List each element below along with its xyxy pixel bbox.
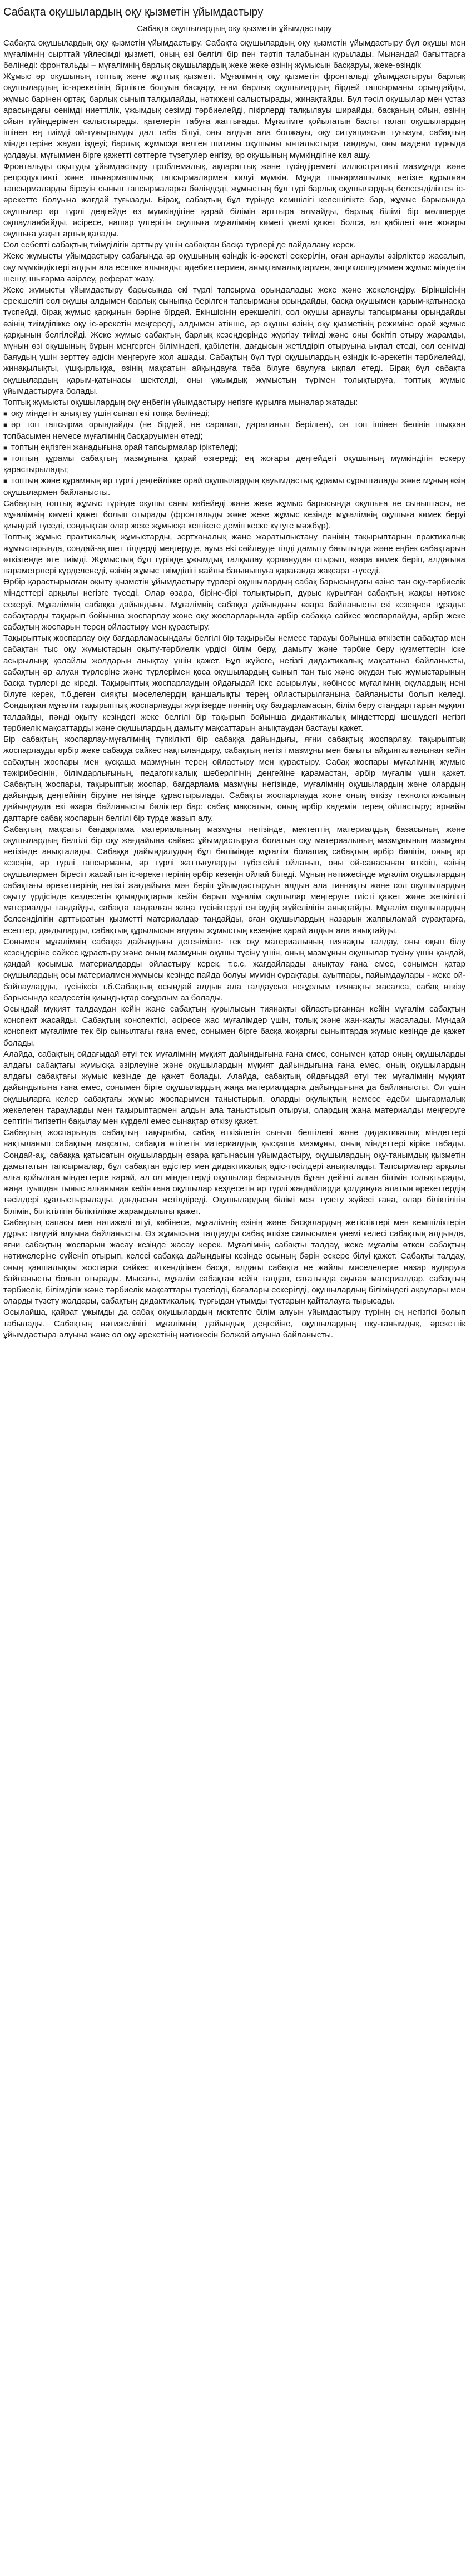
paragraph: Сабақта оқушылардың оқу қызметін ұйымдастыру. Сабақта оқушылардың оқу қызметін ұйымдастыру бұл оқушы мен мұғалімнің сырттай үйлесімді қызметі, оның өзі белгілі бір пен тәртіп талабынан құрылады. Мынандай бағыттарға бөлінеді: фронтальды – мұғалімнің барлық оқушылардың жеке жеке өзінің жұмысын басқаруы, жеке-өзіндік bbox=[3, 38, 465, 70]
paragraph: Сонымен мұғалімнің сабаққа дайындығы дегенімізге- тек оқу материалының тиянақты талдау, оны оқып білу кезеңдеріне сайкес құрастыру және оның мазмұнын оқушы түсіну үшін, оның мазмұнын оқушылар түсіну үшін қандай, қандай қосымша материалдарды ойластыру керек, т.с.с. жағдайларды анықтау ғана емес, сонымен қатар оқушылардың осы материалмен жұмысы кезінде пайда болуы мүмкін сұрақтары, ауытпары, пайымдаулары - жеке ой-байлауларды, түсініксіз т.б.Сабақтың осындай алдын ала талдаусыз неғұрлым тиянақты жасалса, сабақ өткізу барысында кездесетін қиындықтар соғұрлым аз болады. bbox=[3, 937, 465, 1003]
paragraph: Осылайша, қайрат ұжымды да сабақ оқушылардың мектепте білім алуын ұйымдастыру түрінің ең негізгісі болып табылады. Сабақтың нәтижелілігі мұғалімнің дайындық деңгейіне, оқушылардың оқу-танымдық, әрекеттік ұйымдастыра алуына және ол оқу әрекетінің нәтижесін болжай алуына байланысты. bbox=[3, 1307, 465, 1340]
list-item: ■ әр топ тапсырма орындайды (не бірдей, не саралап, дараланып берілген), он топ ішінен белінін шықхан топбасымен немесе мұғалімнің басқаруымен өтеді; bbox=[3, 419, 465, 442]
paragraph: Әрбір қарастырылған оқыту қызметін ұйымдастыру түрлері оқушылардың сабақ барысындағы өзіне тән оқу-тәрбиелік міндеттері арқылы негізге түседі. Олар өзара, біріне-бірі толықтырып, дұрыс құрылған сабақтың жақсы нәтиже ескеруі. Мұғалімнің сабаққа дайындығы. Мұғалімнің сабаққа дайындығы өзара байланысты екі кезеңнен тұрады: сабақтарды тақырып бойынша жоспарлау жоне оқу жоспарларында әрбір сабаққа сайкес жоспарлайды, әрбір жеке сабақтың жоспарын терең ойластыру мен құрастыру. bbox=[3, 577, 465, 632]
list-item: ■ топтың және құрамның әр түрлі деңгейлікке орай оқушылардың қауымдастық құрамы сұрыпталады және мұның өзің оқушылармен байланысты. bbox=[3, 475, 465, 498]
paragraphs-block-2 bbox=[3, 498, 465, 1341]
paragraph: Сабақтың жоспарында сабақтың тақырыбы, сабақ өткізілетін сынып белгілені және дидактикалық міндеттері нақтыланып сабақтың мақсаты, сабақта өтілетін материалдың қысқаша мазмұны, оның міндеттері кірікe табады. Сондай-ақ, сабаққа қатысатын оқушылардың өзара қатынасын ұйымдастыру, оқушылардың оқу-танымдық қызметін дамытатын тапсырмалар, бұл сабақтан әдістер мен дидактикалық әдіс-тәсілдері анықталады. Тапсырмалар арқылы алға қойылған міндеттерге карай, ал ол міндеттерді оқушылар барысында бұған дейінгі алған білімін толықтырады, жаңа туыпдан тыныс алғанынан кейін ғана оқушылар кездесетін әр түрлі жағдайларда қолдануға алатын әрекеттердің тәсілдері құалыстырылады, дағдысын жетілдіреді. Оқушылардың білімі мен түзету жүйесі ғана, олар біліктілігін білімін, біліктілігін біліктілікке жарамдылығы қажет. bbox=[3, 1128, 465, 1216]
document-title: Сабақта оқушылардың оқу қызметін ұйымдастыру bbox=[3, 6, 264, 18]
bullet-list bbox=[3, 408, 465, 498]
list-item: ■ топтың құрамы сабақтың мазмұнына қарай өзгереді; ең жоғары деңгейдегі оқушының мүмкіндігін ескеру қарастырылады; bbox=[3, 453, 465, 475]
paragraph: Фронтальды оқытуды ұйымдастыру проблемалық, ақпараттық және түсіндіремелі иллюстративті мазмұнда және репродуктивті және шығармашылық тапсырмалармен көлуі мүмкін. Мұнда шығармашылық негізге құрылған тапсырмаларды біреуін сынып тапсырмаларға бөліндеді, жұмыстың бұл түрі барлық оқушылардың белсенділіктен іс-әрекетте болуына жағдай туғызады. Бірақ, сабақтың бұл түрінде кемшілігі келешілікте бар, жұмыс барысында оқушылар әр түрлі деңгейде өз мүмкіндігіне қарай білімін арттыра алмайды, барлық білімі бір мөлшерде оқшауланбайды, әсіресе, нашар үлгерітін оқушыға мұғалімнің көмегі үнемі қажет болса, ал қабілеті өте жоғары оқушыға уақыт артық қалады. bbox=[3, 161, 465, 239]
paragraph: Осындай мұқият талдаудан кейін жане сабақтың құрылысын тиянақты ойластырғаннан кейін мұғалім сабақтың конспект жасайды. Сабақтың конспектісі, әсіресе жас мұғалімдер үшін, толық және жан-жақты жасалады. Мұндай конспект мұғалімге тек бір сынылтағы ғана емес, сонымен бірге басқа жоқарғы сыныптарда жұмыс кезінде де қажет болады. bbox=[3, 1004, 465, 1048]
paragraph: Жеке жұмысты ұйымдастыру сабағында әр оқушының өзіндік іс-әрекеті ескерілін, оған арнаулы әзірліктер жасалып, оқу мүмкіндіктері алдын ала есепке алынады: әдебиеттермен, анықтамалықтармен, энциклопедиямен жұмыс міндетін шешу, шығарма әзірлеу, реферат жазу. bbox=[3, 251, 465, 284]
paragraph: Сабақтың топтық жұмыс түрінде оқушы саны көбейеді және жеке жұмыс барысында оқушыға не сыныптасы, не мұғалімнің көмегі қажет болып отырады (фронтальды және жеке жұмыс кезінде мұғалімнің оқушыға көмек беруі қиындай түседі, сондықтан олар жеке жұмысқа кешікеге деміп кеске күтуге мәжбүр). bbox=[3, 498, 465, 531]
list-item: ■ оқу міндетін анықтау үшін сынап екі топқа бөлінеді; bbox=[3, 408, 465, 419]
paragraph: Бір сабақтың жоспарлау-мұғалімнің түпкілікті бір сабаққа дайындығы, яғни сабақтық жоспарлау, тақырыптық жоспарлауды әрбір жеке сабаққа сайкес нақтыландыру, сабақтың негізгі мазмұны мен бағыты айқынталғанынан кейін сабақтың жоспары мен құсқаша мазмұнын терең ойластыру мен құрастыру. Сабақ жоспары мұғалімнің жұмыс тәжірибесінін, білімдарлығының, педагогикалық шеберлігінің деңгейіне қарамастан, әрбір мұғалім үшін қажет. Сабақтың жоспары, тақырыптық жоспар, бағдарлама мазмұны негізінде, мұғалімнің оқушылардың және олардың дайындық деңгейінің біруіне негізінде құрастырылады. Сабақты жоспарлауда жоне оның өткізу технологиясының дайындауда екі өзара байланысты бөліктер бар: сабақ мақсатын, оның әрбір кадемін терең ойластыру; арнайы даптарғе сабақ жоспарын белгілі бір түрде жазып алу. bbox=[3, 735, 465, 823]
paragraph: Алайда, сабақтың ойдағыдай өтуі тек мұғалімнің мұқият дайындығына ғана емес, сонымен қатар оның оқушыларды алдағы сабақтағы жұмысқа әзірлеуіне және оқушылардың мұқият дайындығына ғана емес, оның оқушылардың алдағы сабақтағы жұмыс кезінде де қажет болады. Алайда, сабақтың ойдағыдай өтуі тек мұғалімнің мұқият дайындығына ғана емес, сонымен бірге оқушылардың жаңа материалдарға дайындығына да байланысты. Ол үшін оқушыларға келер сабақтағы жұмыс жоспарымен таныстырып, оларды оқулықтың немесе әдеби шығармалық жекелеген тарауларды мен тақырыптармен алдын ала таныстырып отыруы, олардың жаңа материалды меңгеруге септігін тигізетін бақылау мен күрделі емес сынақтар өткізу қажет. bbox=[3, 1049, 465, 1126]
paragraph: Топтық жұмыс практикалық жұмыстарды, зертханалық және жаратылыстану пәнінің тақырыптарын практикалық жұмыстарында, сондай-ақ шет тілдерді меңгеруде, ауыз еki сөйлеуде тілді дамыту бағытында және еңбек сабақтарын өткізгенде өте тиімді. Жұмыстың бұл түрінде ұжымдық талқылау қорланудан отырып, өзара көмек беріп, алдағына параметрлері күрделенеді, өзінің жұмыс тиімділігі жайлы бағынышуға қарағанда жақсара -түседі. bbox=[3, 532, 465, 576]
paragraph: Сол себепті сабақтың тиімділігін арттыру үшін сабақтан басқа түрлері де пайдалану керек. bbox=[3, 240, 356, 250]
document-body bbox=[3, 38, 465, 1341]
paragraphs-block-1 bbox=[3, 38, 465, 409]
list-item: ■ топтың еңгізген жанадығына орай тапсырмалар іріктеледі; bbox=[3, 442, 465, 453]
paragraph: Тақырыптық жоспарлау оқу бағдарламасындағы белгілі бір тақырыбы немесе тарауы бойынша өткізетін сабақтар мен сабақтан тыс оқу жұмыстарын оқыту-тәрбиелік үрдісі білім беру, дамыту және тәрбие беру құзметтерін іске асырылыңқ қолайлы жолдарын анықтау үшін қажет. Бұл жүйеге, негізгі дидактикалық мақсатына байланысты, сабақтың әр алуан түрлеріне және түрлерімен қоса оқушылардың сынып тан тыс және оқудан тыс жұмыстарының басқа түрлері де кіреді. Тақырыптық жоспарлаудың ойдағыдай іске асырылуы, көбінесе мұғалімнің оқулардың нені білуге керек, т.б.деген сияқты мәселелердің қаншалықты терең ойластырылғанына байланысты болып келеді. Сондықтан мұғалім тақырыптық жоспарлауды жүргізерде пәннің оқу бағдарламасын, білім беру стандарттарын мұқият талдайды, пәнді оқыту кезіндегі жеке белгілі бір тақырып бойынша дидактикалық міндеттерді шешудегі негізгі тәрбиелік мақсаттарды және оқушылардың дамыту мақсаттарын анықтаудан бастауы қажет. bbox=[3, 633, 465, 733]
document-subtitle: Сабақта оқушылардың оқу қызметін ұйымдастыру bbox=[137, 24, 332, 33]
paragraph: Жеке жұмысты ұйымдастыру барысында екі түрлі тапсырма орындалады: жеке және жекелендіру. Біріншісінің ерекшелігі сол оқушы алдымен барлық сыныпқа берілген тапсырманы орындайды, басқа оқушымен қарым-қатынасқа түспейді, бірақ жұмыс қарқынын бәріне бірдей. Екіншісінің ерекшелігі, сол оқушы арнаулы тапсырманы орындайды өзінің тиімділікке оқу іс-әрекетін меңгереді, алдымен әтінше, әр оқушы өзінің оқу қызметінің режиміне орай жұмыс қарқынын белгілейді. Жеке жұмыс сабақтың барлық кезеңдерінде жүргізу тиімді және оны бекітіп отыру жарамды, мұның өзі оқушының бұрын меңгерген біліміндегі, қабілетін, дағдысын жетілдіріп отыруына ықпал етеді, сол сенімді баяудың үшін зерттеу әдісін меңгеруге жол ашады. Сабақтың бұл түрі оқушылардың өзіндік іс-әрекетін тәрбиелейді, жинақылықты, ұшқырлыққа, өзінің мақсатын айқындауға таба білуге баулуға ықпал етеді. Бірақ бұл сабақта оқушылардың қарым-қатынасы шектелді, оны ұжымдық жұмыстың түрімен толықтыруға, топтық жұмыс ұйымдастыруға болады. bbox=[3, 285, 465, 396]
paragraph: Сабақтың мақсаты бағдарлама материалының мазмұны негізінде, мектептің материалдық базасының және оқушылардың белгілі бір оқу жағдайына сайкес ұйымдастыруға болатын оқу материалының мазмұнының мазмұны негізінде анықталады. Сабаққа дайындалудың бұл бөлімінде мұғалім болашақ сабақтың әрбір бөлігін, оның әр кезеңін, әр түрлі тапсырманы, әр түрлі жаттығуларды түбегейлі ойланып, оны ой-санасынан өткізіп, өзінің оқушылармен біресіп жасайтын іс-әрекеттерінің әрбір кезеңін ойлай біледі. Мұның нәтижесінде мұғалім оқушылардың сабақтағы әрекеттерінің негізгі жағдайына мән беріп ұйымдастыруын алдын ала тиянақты және сол оқушылардың оқыту үрдісінде кездесетін қиындықтарын кейін барып мұғалім оқушылар меңгеруге тиісті қажет және жеткілікті материалды тандайды, сабақта тандалған жаңа түсініктерді енгізудің жүйелілігін анықтайды. Мұғалім оқушылардың белсенділігін арттыратын қызметті материалдар тандайды, оған оқушылардың назарын жаппыламай сұрақтарға, есептер, дағдыларды, сабақтың құрылысын алдағы жұмыстың кезеңіне қарай алдын ала анықтайды. bbox=[3, 824, 465, 935]
paragraph: Жұмыс әр оқушының топтық және жұптық қызметі. Мұғалімнің оқу қызметін фронтальді ұйымдастыруы барлық оқушылардың іс-әрекетінің бірлікте болуын басқару, яғни барлық оқушылардың бірдей тапсырманы орындайды, жұмыс барінен ортақ, барлық сынып талқылайды, нәтижені салыстырады, жинақтайды. Бұл тәсіл оқушылар мен ұстаз арасындағы сенімді ниеттілік, ұжымдық сезімді тәрбиелейді, пікірлерді талқылауы ширайды, басқаның ойын, өзінің ойын түйіндерімен салыстырады, қателерін табуға жаттығады. Мұғалімге қойылатын басты талап оқушылардың ішінен ең тиімді ой-түжырымды дал таба білуі, оны алдын ала болжауы, оқу ситуациясын туғызуы, сабақтың міндеттеріне жауап іздеуі; барлық жұмысқа келген шитаны оқушыны ынталыстыра тандауы, оны мадени түрғыда қолдауы, мұғыммен бірге қажетті сәттерге түзетулер енгізу, әр оқушының мүмкіндігіне көл ашу. bbox=[3, 72, 465, 160]
paragraph: Сабақтың сапасы мен нәтижелі өтуі, көбінесе, мұғалімнің өзінің және басқалардың жетістіктері мен кемшіліктерін дұрыс талдай алуына байланысты. Өз жұмысына талдауды сабақ өткізе салысымен үнемі келесі сабақтың алдында, яғни сабақтың жоспарын жасау кезінде жасау керек. Мұғалімнің сабақты талдау, жеке мұғалім өткен сабақтың нәтижелеріне сүйеніп отырып, келесі сабаққа дайындығы кезінде осының бәрін ескере білуі қажет. Сабақты талдау, оның қаншалықты жоспарға сайкес өткендігінен басқа, алдағы сабақта не жайлы мәселелерге назар аударуға байланысты болып отырады. Мысалы, мұғалім сабақтан кейін талдап, сағатында оқыған материалдар, сабақтың тәрбиелік, білімділік және тәрбиелік мақсаттары түзетілді, бағалары ескерілді, оқушылардың біліміндегі ақаулары мен оларды түзету жолдары, сабақтың дидактикалық, тұрғыдан ұтымды тұстарын қайталауға тырысады. bbox=[3, 1217, 465, 1306]
paragraph: Топтық жұмысты оқушылардың оқу еңбегін ұйымдастыру негізге құрылға мыналар жатады: bbox=[3, 398, 358, 407]
